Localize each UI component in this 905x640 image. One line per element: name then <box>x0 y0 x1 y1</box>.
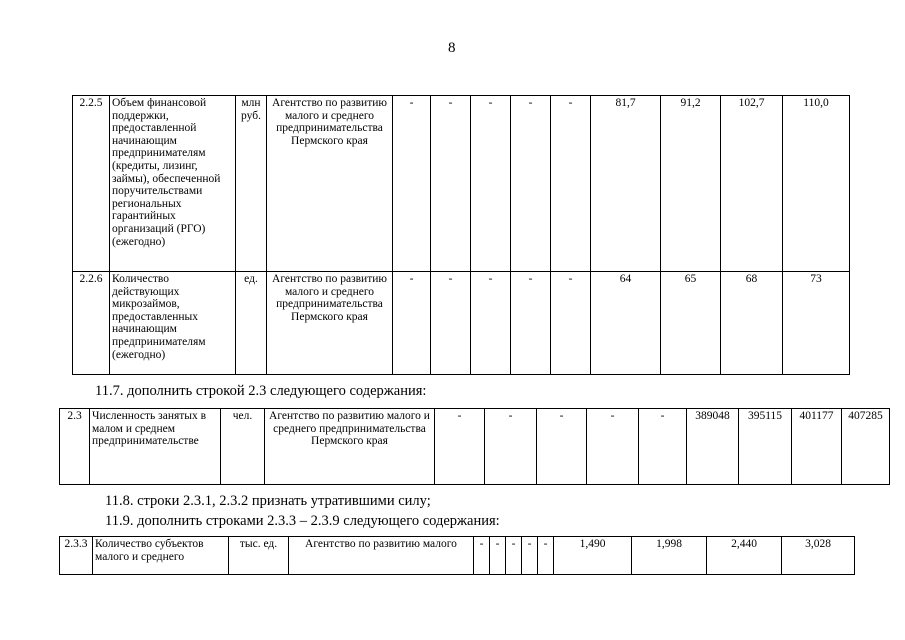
value-cell: - <box>506 537 522 575</box>
value-cell: 1,998 <box>632 537 707 575</box>
value-cell: - <box>471 272 511 375</box>
value-cell: 401177 <box>792 409 842 485</box>
table-row <box>73 96 850 272</box>
value-cell: - <box>393 96 431 272</box>
value-cell: - <box>431 96 471 272</box>
value-cell: 68 <box>721 272 783 375</box>
agency: Агентство по развитию малого и среднего предпринимательства Пермского края <box>265 409 435 485</box>
value-cell: 407285 <box>842 409 890 485</box>
indicator-name: Численность занятых в малом и среднем предпринимательстве <box>90 409 221 485</box>
value-cell: 395115 <box>739 409 792 485</box>
indicator-name: Объем финансовой поддержки, предоставленной начинающим предпринимателям (кредиты, лизинг, займы), обеспеченной поручительствами региональных гарантийных организаций (РГО) (ежегодно) <box>110 96 236 272</box>
value-cell: - <box>471 96 511 272</box>
agency: Агентство по развитию малого и среднего предпринимательства Пермского края <box>267 96 393 272</box>
row-number: 2.2.6 <box>73 272 110 375</box>
value-cell: 81,7 <box>591 96 661 272</box>
value-cell: - <box>537 409 587 485</box>
indicator-name: Количество субъектов малого и среднего <box>93 537 229 575</box>
value-cell: 65 <box>661 272 721 375</box>
amendment-paragraph: 11.8. строки 2.3.1, 2.3.2 признать утратившими силу; <box>105 493 431 509</box>
measures-table-3 <box>59 536 855 575</box>
value-cell: - <box>551 272 591 375</box>
agency: Агентство по развитию малого <box>289 537 474 575</box>
value-cell: 389048 <box>687 409 739 485</box>
value-cell: - <box>511 272 551 375</box>
amendment-paragraph: 11.7. дополнить строкой 2.3 следующего содержания: <box>95 383 427 399</box>
measures-table-2 <box>59 408 890 485</box>
value-cell: 102,7 <box>721 96 783 272</box>
unit: млн руб. <box>236 96 267 272</box>
value-cell: 110,0 <box>783 96 850 272</box>
value-cell: - <box>474 537 490 575</box>
table-row <box>73 272 850 375</box>
value-cell: - <box>485 409 537 485</box>
amendment-paragraph: 11.9. дополнить строками 2.3.3 – 2.3.9 следующего содержания: <box>105 513 500 529</box>
page-number: 8 <box>448 40 456 56</box>
value-cell: - <box>639 409 687 485</box>
value-cell: - <box>511 96 551 272</box>
table-row <box>60 537 855 575</box>
value-cell: 64 <box>591 272 661 375</box>
value-cell: 2,440 <box>707 537 782 575</box>
value-cell: - <box>490 537 506 575</box>
value-cell: - <box>587 409 639 485</box>
value-cell: - <box>551 96 591 272</box>
row-number: 2.3 <box>60 409 90 485</box>
value-cell: 1,490 <box>554 537 632 575</box>
value-cell: 73 <box>783 272 850 375</box>
value-cell: 91,2 <box>661 96 721 272</box>
unit: тыс. ед. <box>229 537 289 575</box>
agency: Агентство по развитию малого и среднего предпринимательства Пермского края <box>267 272 393 375</box>
unit: чел. <box>221 409 265 485</box>
value-cell: - <box>538 537 554 575</box>
unit: ед. <box>236 272 267 375</box>
indicator-name: Количество действующих микрозаймов, предоставленных начинающим предпринимателям (ежегодно) <box>110 272 236 375</box>
measures-table-1 <box>72 95 850 375</box>
value-cell: - <box>435 409 485 485</box>
value-cell: 3,028 <box>782 537 855 575</box>
value-cell: - <box>522 537 538 575</box>
value-cell: - <box>431 272 471 375</box>
row-number: 2.3.3 <box>60 537 93 575</box>
row-number: 2.2.5 <box>73 96 110 272</box>
value-cell: - <box>393 272 431 375</box>
table-row <box>60 409 890 485</box>
